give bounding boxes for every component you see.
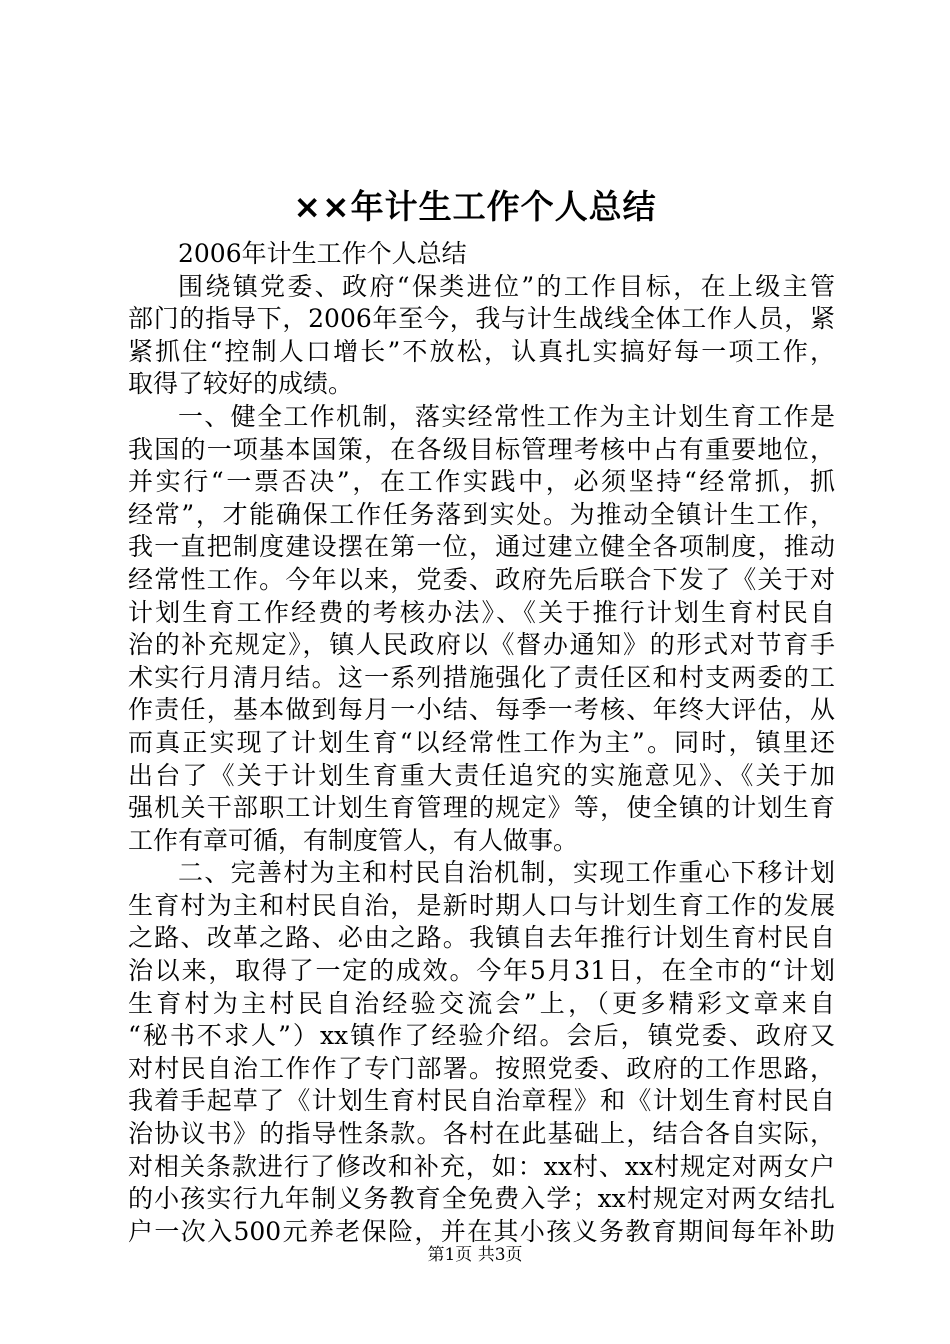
text-line: “秘书不求人”）xx镇作了经验介绍。会后，镇党委、政府又 [128, 1021, 835, 1051]
text-line: 取得了较好的成绩。 [128, 369, 354, 399]
text-line: 治协议书》的指导性条款。各村在此基础上，结合各自实际， [128, 1119, 835, 1149]
text-line: 部门的指导下，2006年至今，我与计生战线全体工作人员，紧 [128, 304, 835, 334]
text-line: 围绕镇党委、政府“保类进位”的工作目标，在上级主管 [178, 271, 835, 301]
text-line: 紧抓住“控制人口增长”不放松，认真扎实搞好每一项工作， [128, 336, 835, 366]
document-title: ××年计生工作个人总结 [293, 187, 657, 226]
text-line: 计划生育工作经费的考核办法》、《关于推行计划生育村民自 [128, 597, 835, 627]
text-line: 作责任，基本做到每月一小结、每季一考核、年终大评估，从 [128, 695, 835, 725]
text-line: 一、健全工作机制，落实经常性工作为主计划生育工作是 [178, 401, 835, 431]
text-line: 2006年计生工作个人总结 [178, 239, 467, 268]
text-line: 术实行月清月结。这一系列措施强化了责任区和村支两委的工 [128, 662, 835, 692]
text-line: 我国的一项基本国策，在各级目标管理考核中占有重要地位， [128, 434, 835, 464]
text-line: 工作有章可循，有制度管人，有人做事。 [128, 825, 579, 855]
text-line: 的小孩实行九年制义务教育全免费入学；xx村规定对两女结扎 [128, 1184, 835, 1214]
text-line: 治的补充规定》，镇人民政府以《督办通知》的形式对节育手 [128, 630, 835, 660]
text-line: 强机关干部职工计划生育管理的规定》等，使全镇的计划生育 [128, 793, 835, 823]
text-line: 我着手起草了《计划生育村民自治章程》和《计划生育村民自 [128, 1086, 835, 1116]
text-line: 治以来，取得了一定的成效。今年5月31日，在全市的“计划 [128, 956, 835, 986]
text-line: 二、完善村为主和村民自治机制，实现工作重心下移计划 [178, 858, 835, 888]
document-body [128, 238, 835, 1248]
text-line: 户一次入500元养老保险，并在其小孩义务教育期间每年补助 [128, 1216, 835, 1246]
text-line: 并实行“一票否决”，在工作实践中，必须坚持“经常抓，抓 [128, 467, 835, 497]
text-line: 对村民自治工作作了专门部署。按照党委、政府的工作思路， [128, 1053, 835, 1083]
text-line: 对相关条款进行了修改和补充，如：xx村、xx村规定对两女户 [128, 1151, 835, 1181]
text-line: 我一直把制度建设摆在第一位，通过建立健全各项制度，推动 [128, 532, 835, 562]
page-footer: 第1页 共3页 [427, 1245, 523, 1265]
text-line: 经常性工作。今年以来，党委、政府先后联合下发了《关于对 [128, 564, 835, 594]
text-line: 出台了《关于计划生育重大责任追究的实施意见》、《关于加 [128, 760, 835, 790]
text-line: 生育村为主和村民自治，是新时期人口与计划生育工作的发展 [128, 890, 835, 920]
text-line: 之路、改革之路、必由之路。我镇自去年推行计划生育村民自 [128, 923, 835, 953]
text-line: 而真正实现了计划生育“以经常性工作为主”。同时，镇里还 [128, 727, 835, 757]
text-line: 经常”，才能确保工作任务落到实处。为推动全镇计生工作， [128, 499, 835, 529]
text-line: 生育村为主村民自治经验交流会”上，（更多精彩文章来自 [128, 988, 835, 1018]
